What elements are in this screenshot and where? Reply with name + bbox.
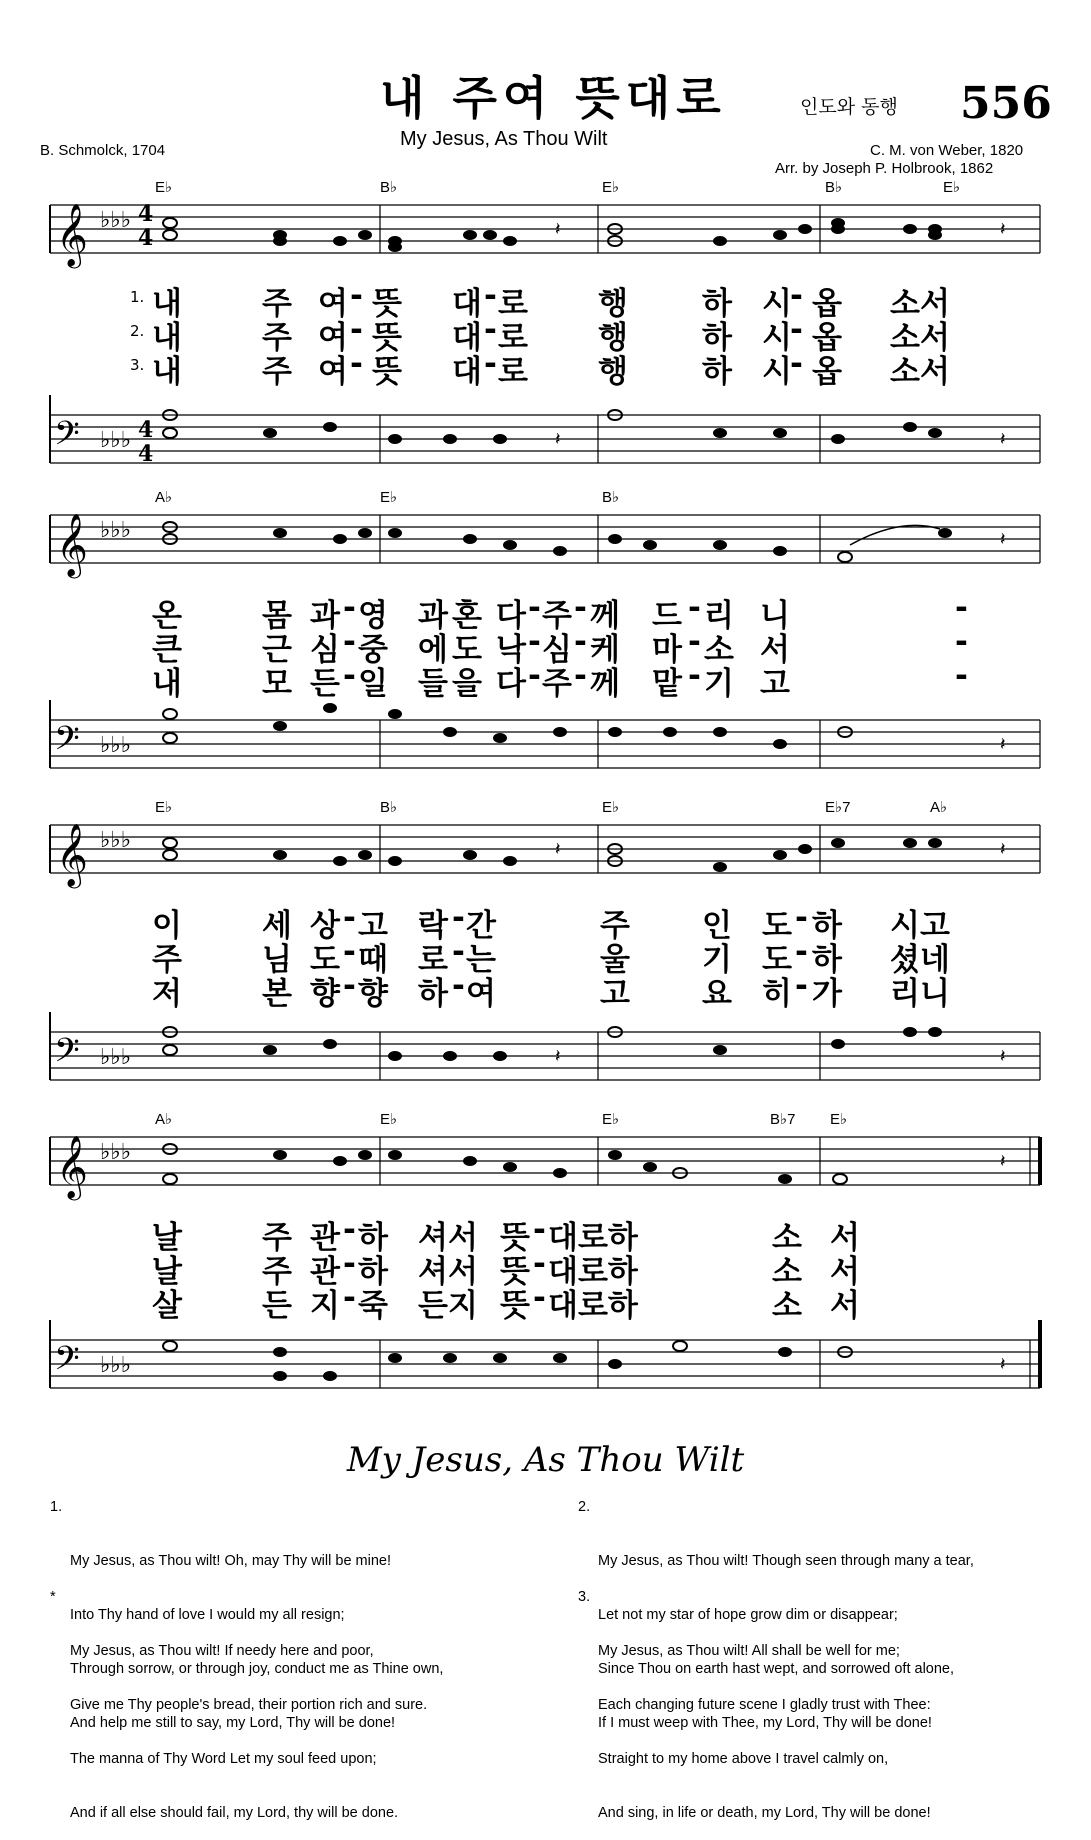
svg-text:𝄽: 𝄽 [555, 839, 561, 860]
lyric-syllable: 대로하 [548, 1288, 638, 1324]
lyric-syllable: - [343, 590, 356, 626]
lyric-syllable: 옵 [812, 354, 842, 390]
stanza-line: My Jesus, as Thou wilt! Oh, may Thy will be mine! [70, 1553, 391, 1569]
svg-text:𝄞: 𝄞 [56, 1135, 88, 1198]
lyric-syllable: - [795, 934, 808, 970]
lyric-syllable: 간 [466, 908, 496, 944]
lyric-syllable: 관 [310, 1254, 340, 1290]
lyric-syllable: 마 [652, 632, 682, 668]
lyric-syllable: - [688, 658, 701, 694]
lyric-syllable: 죽 [358, 1288, 388, 1324]
lyric-syllable: 상 [310, 908, 340, 944]
lyric-syllable: 기 [704, 666, 734, 702]
lyric-syllable: 케 [590, 632, 620, 668]
lyric-syllable: 소 [704, 632, 734, 668]
lyric-syllable: 대로하 [548, 1254, 638, 1290]
lyric-syllable: 요 [702, 976, 732, 1012]
lyric-syllable: 뜻 [372, 286, 402, 322]
bass-staff [0, 395, 1091, 475]
svg-text:4: 4 [138, 225, 154, 251]
lyric-syllable: 온 [152, 598, 182, 634]
chord-symbol: E♭7 [825, 799, 851, 816]
lyric-syllable: - [343, 934, 356, 970]
lyric-syllable: 로 [418, 942, 448, 978]
lyric-syllable: - [343, 1246, 356, 1282]
lyric-syllable: 과 [418, 598, 448, 634]
lyric-syllable: 든 [262, 1288, 292, 1324]
lyric-syllable: 다 [496, 598, 526, 634]
lyric-syllable: 주 [542, 666, 572, 702]
svg-text:4: 4 [138, 417, 154, 443]
notes [163, 218, 942, 252]
lyric-syllable: - [343, 968, 356, 1004]
svg-text:♭♭♭: ♭♭♭ [100, 208, 132, 233]
lyric-syllable: 하 [358, 1254, 388, 1290]
lyric-syllable: 시 [762, 320, 792, 356]
lyric-syllable: 살 [152, 1288, 182, 1324]
lyric-syllable: - [484, 278, 497, 314]
lyric-syllable: - [343, 624, 356, 660]
lyric-syllable: 에 [418, 632, 448, 668]
lyric-syllable: - [452, 968, 465, 1004]
lyric-syllable: 든 [310, 666, 340, 702]
lyric-syllable: 고 [600, 976, 630, 1012]
svg-text:𝄽: 𝄽 [555, 1046, 561, 1067]
lyric-syllable: - [533, 1246, 546, 1282]
stanza-line: And help me still to say, my Lord, Thy will be done! [70, 1715, 396, 1731]
lyric-syllable: 행 [598, 354, 628, 390]
stanza-line: Since Thou on earth hast wept, and sorrowed oft alone, [598, 1661, 955, 1677]
svg-text:𝄢: 𝄢 [54, 1032, 80, 1078]
lyric-syllable: 향 [358, 976, 388, 1012]
lyric-syllable: 옵 [812, 286, 842, 322]
lyric-syllable: - [795, 968, 808, 1004]
lyric-syllable: - [955, 624, 968, 660]
lyric-syllable: - [955, 658, 968, 694]
lyric-syllable: 모 [262, 666, 292, 702]
stanza-line: Let not my star of hope grow dim or disappear; [598, 1607, 898, 1623]
lyric-syllable: - [484, 346, 497, 382]
lyric-line-verse-3 [0, 658, 1091, 702]
chord-symbol: B♭ [602, 489, 620, 506]
lyric-syllable: 도 [452, 632, 482, 668]
lyric-syllable: 께 [590, 666, 620, 702]
lyric-syllable: 주 [262, 1220, 292, 1256]
svg-text:♭♭♭: ♭♭♭ [100, 518, 132, 543]
lyric-syllable: - [350, 346, 363, 382]
lyric-syllable: 근 [262, 632, 292, 668]
lyric-syllable: - [343, 1280, 356, 1316]
lyric-syllable: - [790, 346, 803, 382]
lyric-syllable: 세 [262, 908, 292, 944]
lyric-syllable: 하 [418, 976, 448, 1012]
lyric-syllable: - [343, 900, 356, 936]
lyric-syllable: 인 [702, 908, 732, 944]
svg-text:𝄞: 𝄞 [56, 823, 88, 886]
svg-text:𝄽: 𝄽 [1000, 529, 1006, 550]
lyric-syllable: 리 [704, 598, 734, 634]
bass-clef-icon: 𝄢 [54, 415, 80, 461]
lyric-syllable: 내 [152, 666, 182, 702]
lyric-syllable: 락 [418, 908, 448, 944]
author-credit: B. Schmolck, 1704 [40, 142, 166, 159]
lyric-syllable: 주 [262, 1254, 292, 1290]
lyric-syllable: 드 [652, 598, 682, 634]
treble-staff [0, 815, 1091, 895]
lyric-syllable: 기 [702, 942, 732, 978]
lyric-syllable: 시 [762, 286, 792, 322]
lyric-syllable: 낙 [496, 632, 526, 668]
verse-number: 3. [130, 356, 145, 374]
lyric-syllable: - [688, 590, 701, 626]
stanza-marker: 3. [578, 1589, 591, 1605]
lyric-syllable: - [533, 1212, 546, 1248]
lyric-syllable: - [343, 658, 356, 694]
lyric-syllable: 혼 [452, 598, 482, 634]
lyric-syllable: 심 [310, 632, 340, 668]
lyric-syllable: 향 [310, 976, 340, 1012]
lyric-syllable: 소서 [890, 286, 950, 322]
svg-text:𝄽: 𝄽 [1000, 1046, 1006, 1067]
lyric-syllable: 리니 [890, 976, 950, 1012]
lyric-syllable: 소서 [890, 320, 950, 356]
lyric-syllable: - [452, 900, 465, 936]
lyric-syllable: 님 [262, 942, 292, 978]
stanza-3 [578, 1588, 931, 1840]
lyric-syllable: 뜻 [500, 1220, 530, 1256]
lyric-syllable: 날 [152, 1254, 182, 1290]
lyric-syllable: 주 [542, 598, 572, 634]
lyric-syllable: 본 [262, 976, 292, 1012]
lyric-syllable: - [688, 624, 701, 660]
lyric-syllable: 들 [418, 666, 448, 702]
lyric-syllable: 도 [310, 942, 340, 978]
lyric-syllable: 뜻 [500, 1288, 530, 1324]
chord-symbol: E♭ [602, 799, 620, 816]
lyric-syllable: 셔서 [418, 1254, 478, 1290]
lyric-syllable: 내 [152, 354, 182, 390]
svg-text:𝄽: 𝄽 [1000, 429, 1006, 450]
lyric-syllable: 울 [600, 942, 630, 978]
lyric-syllable: 로 [498, 354, 528, 390]
lyric-syllable: 께 [590, 598, 620, 634]
stanza-line: My Jesus, as Thou wilt! Though seen through many a tear, [598, 1553, 974, 1569]
stanza-line: And sing, in life or death, my Lord, Thy will be done! [598, 1805, 931, 1821]
lyric-syllable: 하 [702, 320, 732, 356]
lyric-syllable: 가 [812, 976, 842, 1012]
chord-symbol: B♭ [380, 799, 398, 816]
treble-staff [0, 505, 1091, 585]
chord-symbol: E♭ [380, 489, 398, 506]
lyric-syllable: 큰 [152, 632, 182, 668]
lyric-syllable: 영 [358, 598, 388, 634]
lyric-syllable: 옵 [812, 320, 842, 356]
lyric-syllable: 여 [318, 354, 348, 390]
svg-text:♭♭♭: ♭♭♭ [100, 733, 132, 758]
lyric-syllable: 서 [830, 1254, 860, 1290]
svg-text:𝄽: 𝄽 [555, 219, 561, 240]
lyric-syllable: 주 [262, 286, 292, 322]
stanza-line: And if all else should fail, my Lord, thy will be done. [70, 1805, 399, 1821]
lyric-syllable: 로 [498, 320, 528, 356]
lyric-line-verse-3 [0, 968, 1091, 1012]
svg-text:𝄢: 𝄢 [54, 1340, 80, 1386]
stanza-marker: 1. [50, 1499, 63, 1515]
stanza-line: Straight to my home above I travel calmly on, [598, 1751, 889, 1767]
lyric-syllable: 하 [812, 942, 842, 978]
lyric-syllable: 고 [760, 666, 790, 702]
lyric-syllable: 하 [812, 908, 842, 944]
lyric-syllable: - [484, 312, 497, 348]
svg-text:♭♭♭: ♭♭♭ [100, 1045, 132, 1070]
lyric-syllable: 셔서 [418, 1220, 478, 1256]
lyric-syllable: 때 [358, 942, 388, 978]
lyric-syllable: 대 [452, 354, 482, 390]
svg-text:𝄽: 𝄽 [1000, 839, 1006, 860]
chord-symbol: B♭7 [770, 1111, 796, 1128]
chord-symbol: E♭ [380, 1111, 398, 1128]
lyric-syllable: - [528, 624, 541, 660]
lyric-syllable: 도 [762, 942, 792, 978]
lyric-syllable: 주 [262, 320, 292, 356]
lyric-syllable: 여 [466, 976, 496, 1012]
chord-symbol: E♭ [155, 179, 173, 196]
lyric-syllable: 저 [152, 976, 182, 1012]
stanza-line: My Jesus, as Thou wilt! All shall be well for me; [598, 1643, 900, 1659]
lyric-syllable: 로 [498, 286, 528, 322]
chord-symbol: A♭ [930, 799, 948, 816]
lyric-syllable: 도 [762, 908, 792, 944]
lyric-syllable: 니 [760, 598, 790, 634]
lyric-syllable: 뜻 [372, 320, 402, 356]
svg-text:𝄞: 𝄞 [56, 513, 88, 576]
lyric-syllable: 행 [598, 286, 628, 322]
lyric-syllable: 과 [310, 598, 340, 634]
hymn-topic: 인도와 동행 [800, 96, 898, 118]
lyric-syllable: 소서 [890, 354, 950, 390]
chord-symbol: B♭ [825, 179, 843, 196]
hymn-title-korean: 내 주여 뜻대로 [380, 71, 727, 125]
lyric-syllable: - [790, 278, 803, 314]
lyric-syllable: 여 [318, 320, 348, 356]
stanza-line: Through sorrow, or through joy, conduct me as Thine own, [70, 1661, 444, 1677]
lyric-syllable: - [350, 278, 363, 314]
chord-symbol: A♭ [155, 489, 173, 506]
lyric-syllable: 다 [496, 666, 526, 702]
lyric-syllable: 시고 [890, 908, 950, 944]
lyric-syllable: 하 [702, 354, 732, 390]
chord-symbol: E♭ [602, 179, 620, 196]
hymn-title-english: My Jesus, As Thou Wilt [400, 128, 608, 150]
stanza-line: If I must weep with Thee, my Lord, Thy will be done! [598, 1715, 932, 1731]
svg-text:𝄽: 𝄽 [1000, 734, 1006, 755]
lyric-syllable: - [574, 658, 587, 694]
stanza-line: My Jesus, as Thou wilt! If needy here and poor, [70, 1643, 374, 1659]
lyric-syllable: 히 [762, 976, 792, 1012]
lyric-syllable: - [574, 624, 587, 660]
svg-text:𝄽: 𝄽 [1000, 219, 1006, 240]
svg-text:♭♭♭: ♭♭♭ [100, 828, 132, 853]
stanza-marker: 2. [578, 1499, 591, 1515]
verse-number: 1. [130, 288, 145, 306]
lyric-syllable: 주 [152, 942, 182, 978]
lyric-syllable: 관 [310, 1220, 340, 1256]
lyric-syllable: 내 [152, 286, 182, 322]
lyric-syllable: 대 [452, 320, 482, 356]
bass-staff [0, 1012, 1091, 1092]
lyric-syllable: 맡 [652, 666, 682, 702]
lyric-line-verse-3 [0, 1280, 1091, 1324]
bass-staff [0, 700, 1091, 780]
lyric-syllable: 몸 [262, 598, 292, 634]
lyric-syllable: - [533, 1280, 546, 1316]
lyric-syllable: - [955, 590, 968, 626]
lyric-syllable: 을 [452, 666, 482, 702]
bass-staff [0, 1320, 1091, 1400]
svg-text:𝄢: 𝄢 [54, 720, 80, 766]
chord-symbol: A♭ [155, 1111, 173, 1128]
stanza-line: Into Thy hand of love I would my all resign; [70, 1607, 345, 1623]
lyric-syllable: 시 [762, 354, 792, 390]
treble-staff [0, 1127, 1091, 1207]
composer-credit: C. M. von Weber, 1820 [870, 142, 1024, 159]
lyric-syllable: 는 [466, 942, 496, 978]
lyric-syllable: 뜻 [372, 354, 402, 390]
lyric-syllable: 이 [152, 908, 182, 944]
stanza-line: Give me Thy people's bread, their portion rich and sure. [70, 1697, 428, 1713]
lyric-syllable: 주 [262, 354, 292, 390]
lyric-syllable: 중 [358, 632, 388, 668]
lyric-syllable: 하 [358, 1220, 388, 1256]
lyric-syllable: - [343, 1212, 356, 1248]
verse-number: 2. [130, 322, 145, 340]
lyric-syllable: 든지 [418, 1288, 478, 1324]
stanza-extra [50, 1588, 428, 1840]
svg-text:𝄽: 𝄽 [1000, 1354, 1006, 1375]
lyric-syllable: - [795, 900, 808, 936]
chord-symbol: B♭ [380, 179, 398, 196]
lyric-syllable: - [528, 590, 541, 626]
chord-symbol: E♭ [602, 1111, 620, 1128]
lyric-syllable: 지 [310, 1288, 340, 1324]
chord-symbol: E♭ [155, 799, 173, 816]
lyric-syllable: 심 [542, 632, 572, 668]
lyric-syllable: 여 [318, 286, 348, 322]
svg-text:4: 4 [138, 201, 154, 227]
lyric-syllable: 서 [830, 1288, 860, 1324]
chord-symbol: E♭ [830, 1111, 848, 1128]
chord-symbol: E♭ [943, 179, 961, 196]
lyric-syllable: 행 [598, 320, 628, 356]
treble-clef-icon: 𝄞 [56, 203, 88, 266]
stanza-line: The manna of Thy Word Let my soul feed upon; [70, 1751, 377, 1767]
lyric-syllable: 서 [830, 1220, 860, 1256]
lyric-syllable: 뜻 [500, 1254, 530, 1290]
lyric-syllable: - [574, 590, 587, 626]
lyric-syllable: - [350, 312, 363, 348]
stanza-line: Each changing future scene I gladly trust with Thee: [598, 1697, 931, 1713]
arranger-credit: Arr. by Joseph P. Holbrook, 1862 [775, 160, 994, 177]
hymn-number: 556 [960, 78, 1052, 129]
svg-text:𝄽: 𝄽 [555, 429, 561, 450]
lyric-syllable: 대로하 [548, 1220, 638, 1256]
lyric-syllable: 일 [358, 666, 388, 702]
svg-text:♭♭♭: ♭♭♭ [100, 1353, 132, 1378]
lyric-syllable: 고 [358, 908, 388, 944]
lyric-syllable: 소 [772, 1220, 802, 1256]
lyric-syllable: 주 [600, 908, 630, 944]
lyric-syllable: 서 [760, 632, 790, 668]
svg-text:4: 4 [138, 441, 154, 467]
treble-staff [0, 195, 1091, 285]
svg-text:♭♭♭: ♭♭♭ [100, 1140, 132, 1165]
lyric-syllable: - [528, 658, 541, 694]
english-section-title: My Jesus, As Thou Wilt [346, 1440, 745, 1480]
lyric-syllable: 날 [152, 1220, 182, 1256]
lyric-syllable: 소 [772, 1288, 802, 1324]
lyric-line-verse-3 [0, 346, 1091, 390]
lyric-syllable: 소 [772, 1254, 802, 1290]
lyric-syllable: 내 [152, 320, 182, 356]
lyric-syllable: 셨네 [890, 942, 950, 978]
lyric-syllable: - [452, 934, 465, 970]
lyric-syllable: 대 [452, 286, 482, 322]
svg-text:𝄽: 𝄽 [1000, 1151, 1006, 1172]
svg-text:♭♭♭: ♭♭♭ [100, 428, 132, 453]
lyric-syllable: - [790, 312, 803, 348]
stanza-marker: * [50, 1589, 56, 1605]
lyric-syllable: 하 [702, 286, 732, 322]
